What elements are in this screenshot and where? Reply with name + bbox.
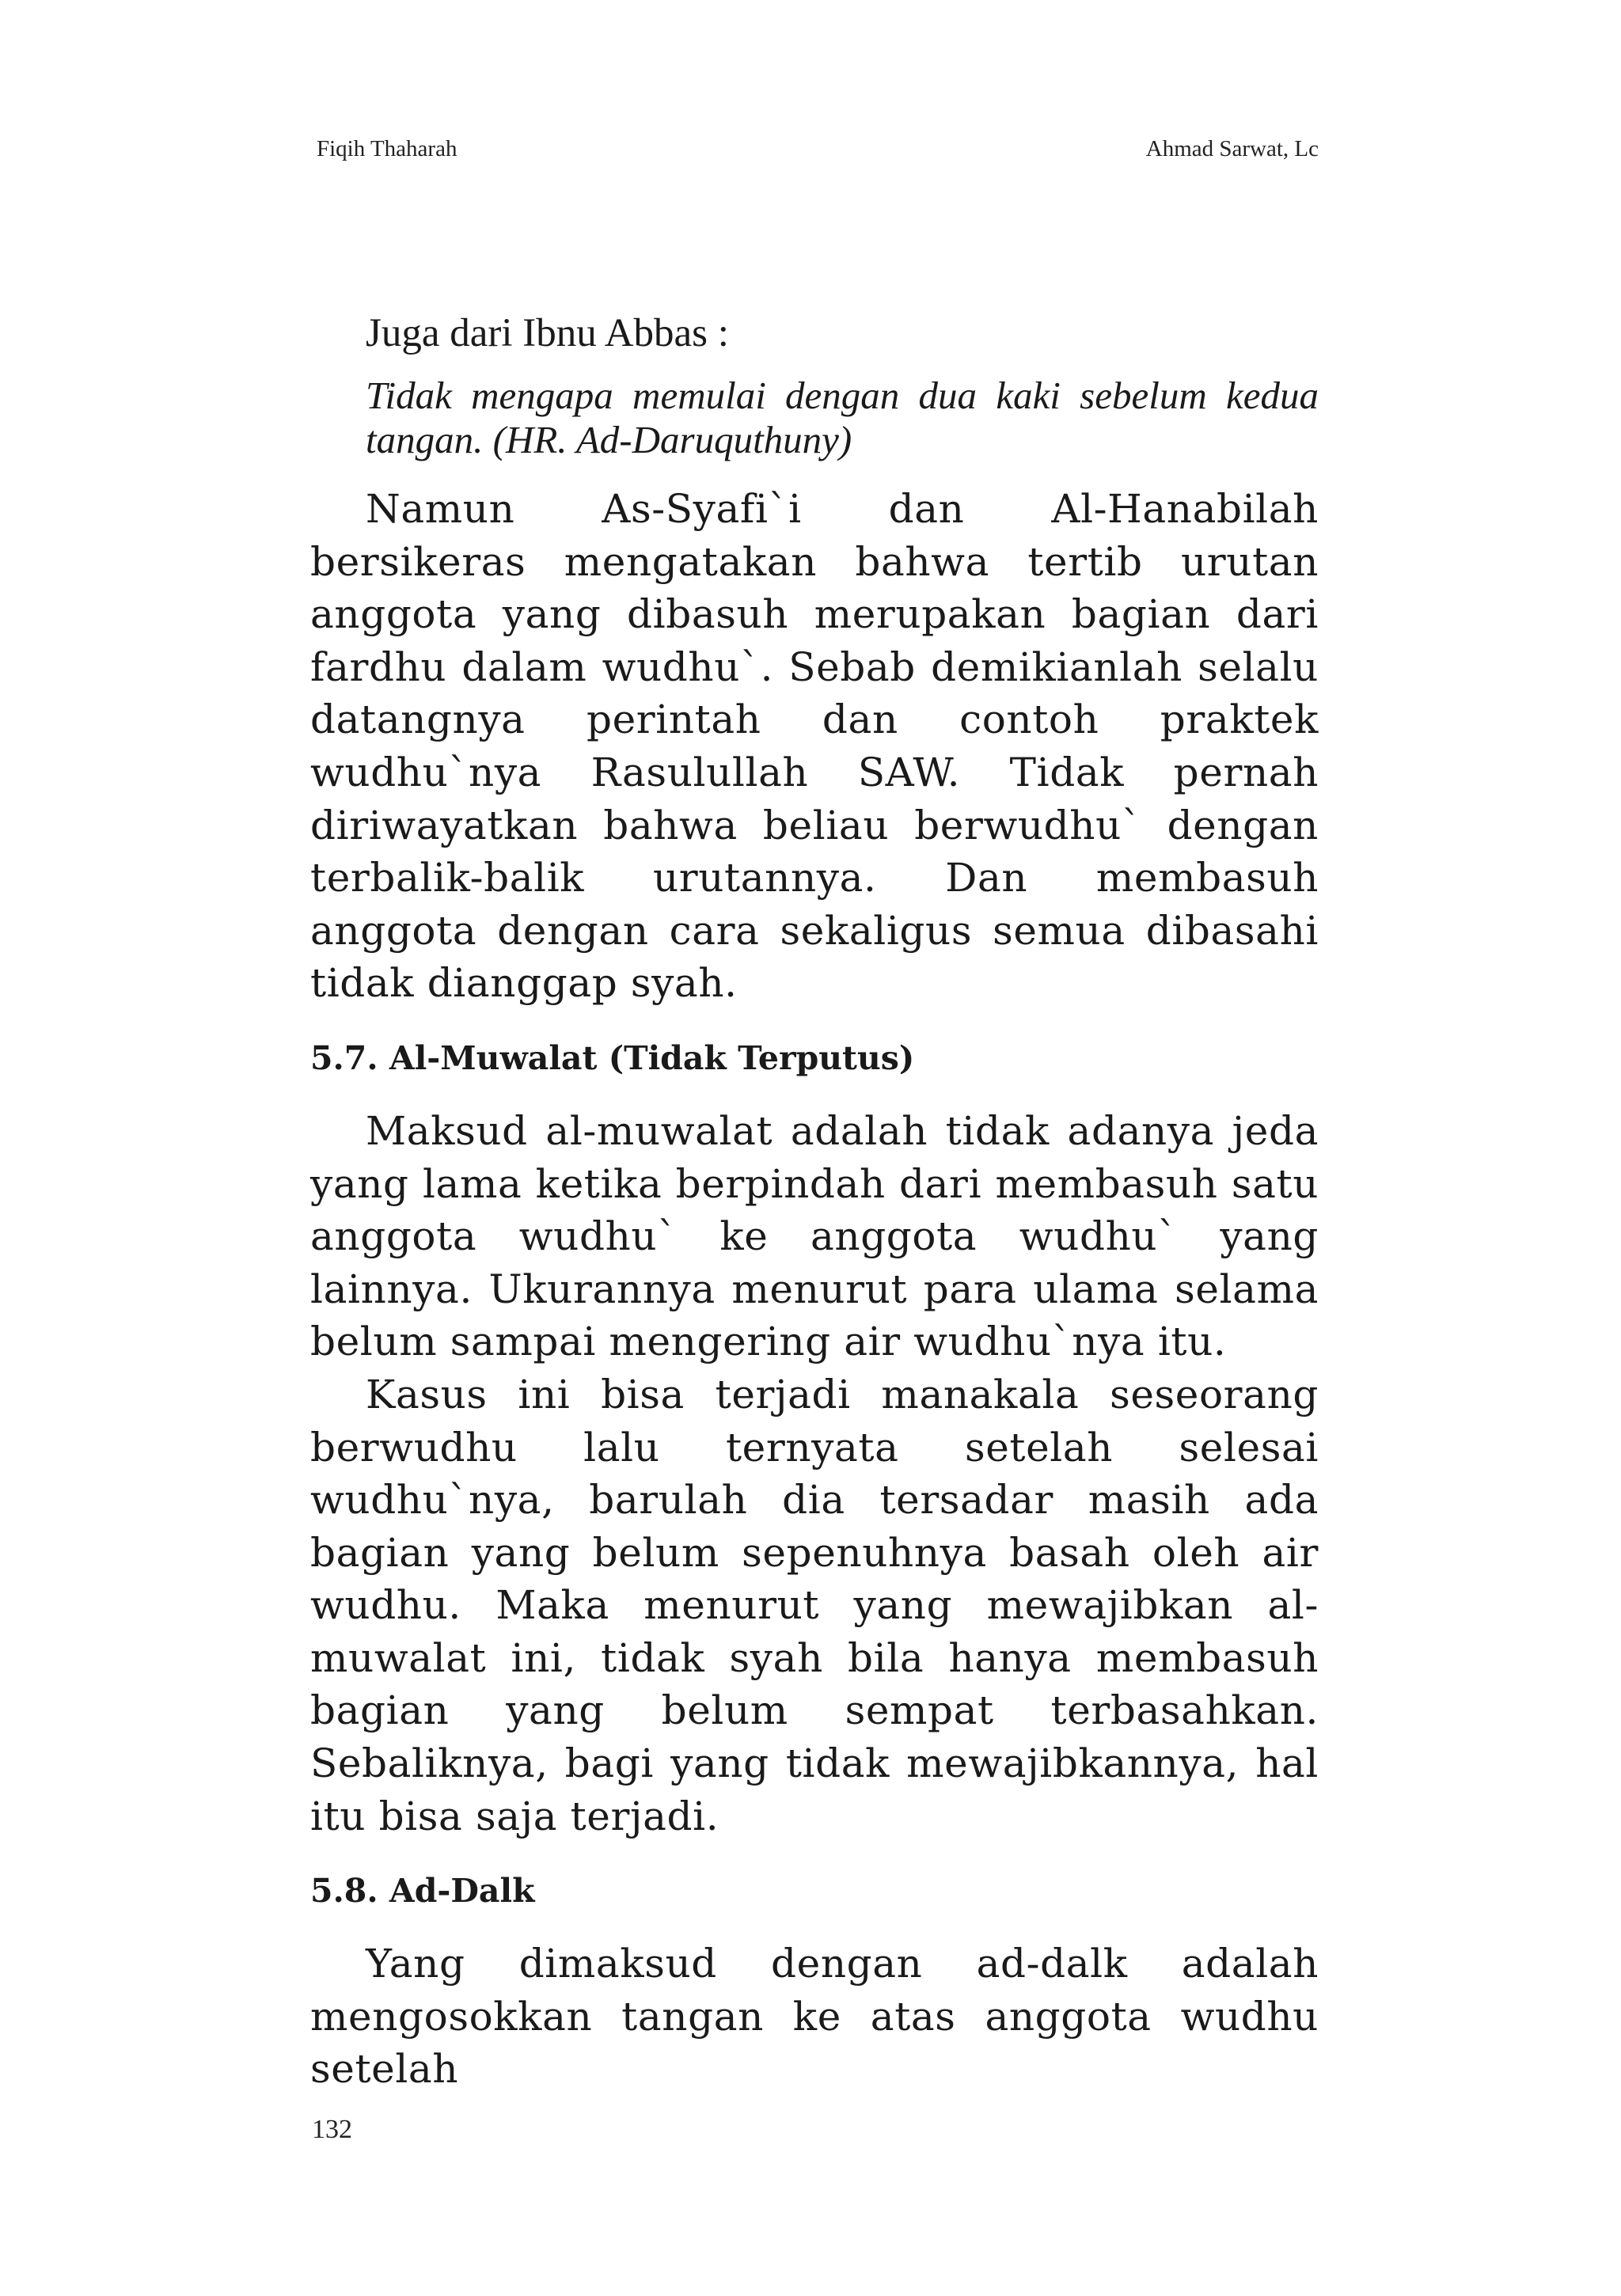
section-heading-5-7: 5.7. Al-Muwalat (Tidak Terputus) <box>310 1038 915 1077</box>
paragraph-muwalat-case: Kasus ini bisa terjadi manakala seseorang berwudhu lalu ternyata setelah selesai wudhu`nya, barulah dia tersadar masih ada bagian yang belum sepenuhnya basah oleh air wudhu. Maka menurut yang mewajibkan al-muwalat ini, tidak syah bila hanya membasuh bagian yang belum sempat terbasahkan. Sebaliknya, bagi yang tidak mewajibkannya, hal itu bisa saja terjadi. <box>310 1371 1319 1839</box>
intro-line: Juga dari Ibnu Abbas : <box>366 311 729 355</box>
section-heading-5-8: 5.8. Ad-Dalk <box>310 1872 535 1911</box>
page-body <box>310 307 1319 2096</box>
paragraph-muwalat-definition: Maksud al-muwalat adalah tidak adanya jeda yang lama ketika berpindah dari membasuh satu anggota wudhu` ke anggota wudhu` yang lainnya. Ukurannya menurut para ulama selama belum sampai mengering air wudhu`nya itu. <box>310 1107 1319 1365</box>
running-header <box>317 136 1319 168</box>
paragraph-dalk-definition: Yang dimaksud dengan ad-dalk adalah mengosokkan tangan ke atas anggota wudhu setelah <box>310 1941 1319 2093</box>
header-book-title: Fiqih Thaharah <box>317 136 457 161</box>
paragraph-tertib: Namun As-Syafi`i dan Al-Hanabilah bersikeras mengatakan bahwa tertib urutan anggota yang dibasuh merupakan bagian dari fardhu dalam wudhu`. Sebab demikianlah selalu datangnya perintah dan contoh praktek wudhu`nya Rasulullah SAW. Tidak pernah diriwayatkan bahwa beliau berwudhu` dengan terbalik-balik urutannya. Dan membasuh anggota dengan cara sekaligus semua dibasahi tidak dianggap syah. <box>310 486 1319 1007</box>
header-author: Ahmad Sarwat, Lc <box>1145 136 1319 161</box>
hadith-quote: Tidak mengapa memulai dengan dua kaki sebelum kedua tangan. (HR. Ad-Daruquthuny) <box>366 374 1319 461</box>
page-number: 132 <box>312 2115 352 2144</box>
